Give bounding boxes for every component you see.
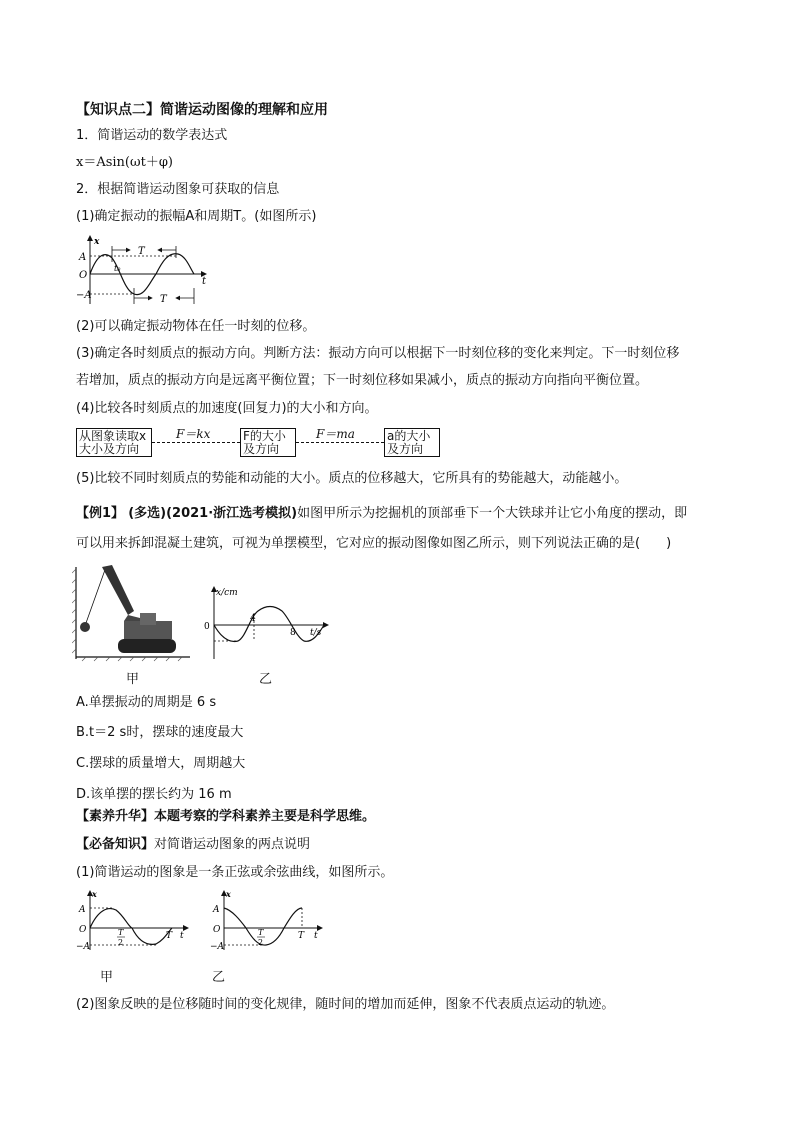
sine-curve-jia (90, 909, 172, 945)
jia-x-label: x (92, 889, 97, 899)
yi-x-label: x (226, 889, 231, 899)
jia-Thalf-num: T (118, 928, 124, 937)
sine-graph-amplitude-period (76, 232, 216, 307)
knowledge-line (76, 836, 310, 854)
yi-Thalf-num: T (258, 928, 264, 937)
graph1-x-label: x (94, 237, 100, 247)
vibration-graph (200, 583, 340, 663)
knowledge-tag: 【必备知识】 (76, 837, 155, 852)
vibration-origin: 0 (204, 622, 210, 632)
fig-label-yi: 乙 (259, 672, 273, 687)
yi-A: A (213, 905, 220, 915)
option-a: A.单摆振动的周期是 6 s (76, 695, 217, 710)
formula: x＝Asin(ωt＋φ) (76, 155, 173, 170)
flow-box-3-line-2: 及方向 (387, 442, 424, 456)
jia-T: T (166, 931, 173, 941)
flow-box-1-line-2: 大小及方向 (79, 442, 140, 456)
flow-box-1-line-1: 从图象读取x (79, 429, 147, 443)
example-type: (多选) (128, 506, 167, 521)
jia-A: A (79, 905, 86, 915)
force-flow-chart (76, 425, 536, 459)
vibration-y-label: x/cm (216, 588, 238, 598)
graph1-amp-pos: A (79, 252, 87, 263)
graph1-t-label: t (202, 276, 207, 287)
vibration-tick-8: 8 (290, 628, 296, 638)
knowledge-fig-yi: 乙 (212, 970, 226, 985)
knowledge-point-2: (2)图象反映的是位移随时间的变化规律，随时间的增加而延伸，图象不代表质点运动的轨迹。 (76, 997, 615, 1012)
yi-O: O (213, 925, 221, 935)
wrecking-ball (80, 622, 90, 632)
flow-box-2 (240, 428, 296, 457)
example-tag: 【例1】 (76, 506, 125, 521)
item-1: 1．简谐运动的数学表达式 (76, 128, 228, 143)
point-1: (1)确定振动的振幅A和周期T。(如图所示) (76, 209, 317, 224)
cosine-graph-yi (210, 888, 330, 952)
summary-tag: 【素养升华】 (76, 809, 155, 824)
sine-graph-jia (76, 888, 196, 952)
point-3b: 若增加，质点的振动方向是远离平衡位置；下一时刻位移如果减小，质点的振动方向指向平衡位置。 (76, 373, 649, 388)
excavator-figure (72, 563, 192, 663)
knowledge-point-1: (1)简谐运动的图象是一条正弦或余弦曲线，如图所示。 (76, 865, 394, 880)
summary-line (76, 808, 375, 826)
graph1-period-top: T (138, 246, 145, 257)
flow-arrow-1-label: F＝kx (176, 427, 211, 441)
flow-box-3 (384, 428, 440, 457)
graph1-t0: t₀ (114, 264, 121, 273)
flow-arrow-2-label: F＝ma (316, 427, 355, 441)
yi-t-label: t (314, 931, 318, 941)
section-title: 【知识点二】简谐运动图像的理解和应用 (76, 102, 328, 118)
pendulum-string (86, 567, 106, 623)
jia-Thalf-den: 2 (118, 938, 124, 947)
example-line-1 (76, 505, 687, 523)
jia-t-label: t (180, 931, 184, 941)
graph1-amp-neg: −A (76, 290, 92, 301)
point-2: (2)可以确定振动物体在任一时刻的位移。 (76, 319, 316, 334)
jia-O: O (79, 925, 87, 935)
example-stem-a: 如图甲所示为挖掘机的顶部垂下一个大铁球并让它小角度的摆动，即 (297, 506, 688, 521)
example-source: (2021·浙江选考模拟) (166, 506, 298, 521)
yi-Thalf-den: 2 (258, 938, 264, 947)
jia-negA: −A (76, 942, 91, 952)
graph1-period-bottom: T (160, 294, 167, 305)
flow-arrow-2 (296, 442, 384, 443)
flow-box-2-line-1: F的大小 (243, 429, 286, 443)
yi-T: T (298, 931, 305, 941)
point-4: (4)比较各时刻质点的加速度(回复力)的大小和方向。 (76, 401, 378, 416)
item-2: 2．根据简谐运动图象可获取的信息 (76, 182, 280, 197)
yi-negA: −A (210, 942, 225, 952)
option-c: C.摆球的质量增大，周期越大 (76, 756, 246, 771)
knowledge-fig-jia: 甲 (100, 970, 114, 985)
option-b: B.t＝2 s时，摆球的速度最大 (76, 725, 244, 740)
example-stem-b: 可以用来拆卸混凝土建筑，可视为单摆模型，它对应的振动图像如图乙所示，则下列说法正确的是( ) (76, 536, 672, 551)
point-3a: (3)确定各时刻质点的振动方向。判断方法：振动方向可以根据下一时刻位移的变化来判定。下一时刻位移 (76, 346, 680, 361)
vibration-x-label: t/s (310, 628, 322, 638)
option-d: D.该单摆的摆长约为 16 m (76, 787, 232, 802)
vibration-curve (214, 607, 324, 642)
point-5: (5)比较不同时刻质点的势能和动能的大小。质点的位移越大，它所具有的势能越大，动能越小。 (76, 471, 628, 486)
summary-text: 本题考察的学科素养主要是科学思维。 (154, 809, 376, 824)
graph1-origin: O (79, 270, 88, 281)
fig-label-jia: 甲 (126, 672, 140, 687)
vibration-tick-4: 4 (250, 614, 256, 624)
flow-box-3-line-1: a的大小 (387, 429, 431, 443)
flow-box-2-line-2: 及方向 (243, 442, 280, 456)
flow-box-1 (76, 428, 152, 457)
flow-arrow-1 (152, 442, 240, 443)
knowledge-text: 对简谐运动图象的两点说明 (154, 837, 311, 852)
